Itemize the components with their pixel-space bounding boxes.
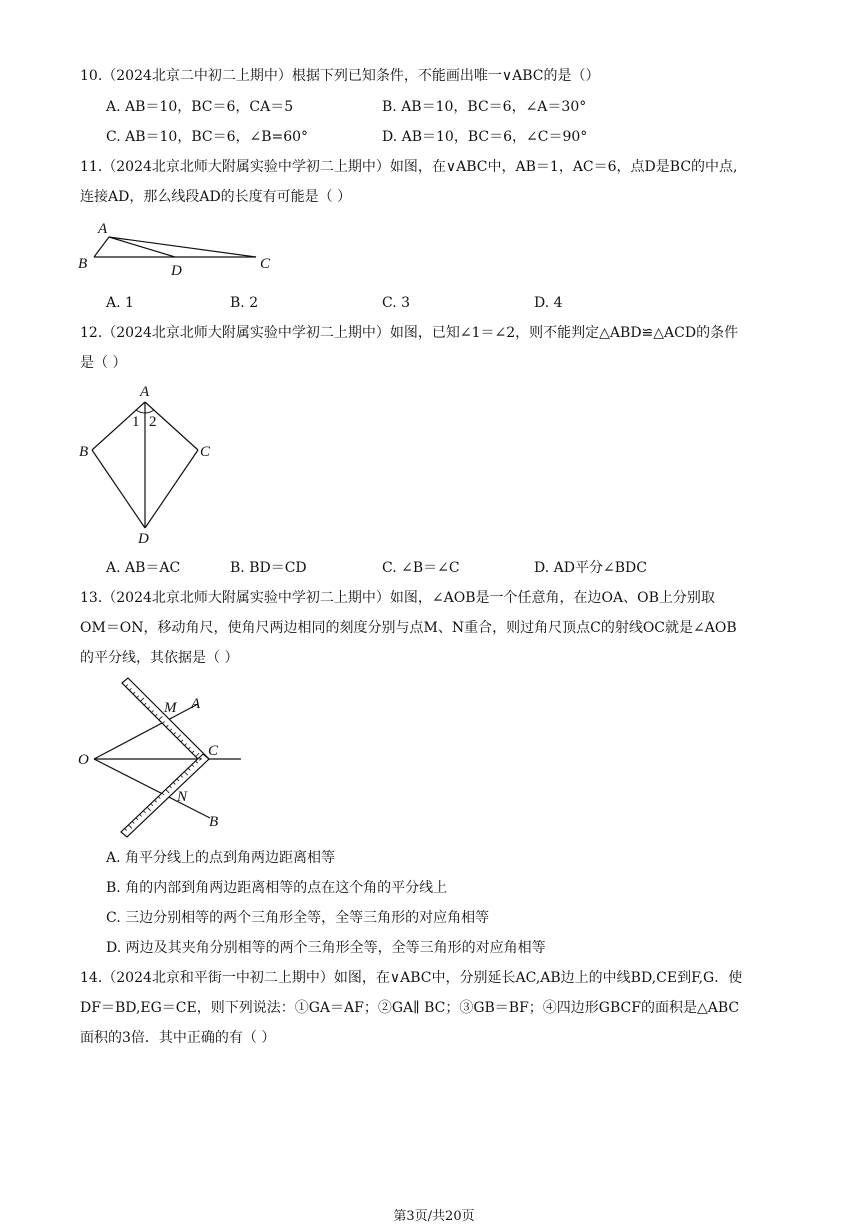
- q11-label-c: C: [260, 256, 271, 272]
- q13-label-c: C: [208, 743, 219, 759]
- q11-triangle-figure: [76, 215, 286, 280]
- q11-label-b: B: [78, 256, 88, 272]
- q13-label-b: B: [209, 814, 219, 830]
- q13-label-a: A: [191, 696, 201, 712]
- q10-option-d: D. AB＝10，BC＝6，∠C＝90°: [382, 129, 588, 145]
- q11-option-d: D. 4: [534, 295, 563, 311]
- q10-stem: 10.（2024北京二中初二上期中）根据下列已知条件，不能画出唯一∨ABC的是（）: [80, 68, 600, 84]
- q12-angle-2-label: 2: [149, 414, 157, 430]
- q12-stem-line1: 12.（2024北京北师大附属实验中学初二上期中）如图，已知∠1＝∠2，则不能判定△ABD≌△ACD的条件: [80, 325, 739, 341]
- q12-stem-line2: 是（ ）: [80, 355, 127, 371]
- q11-label-d: D: [171, 263, 182, 279]
- q13-carpenter-square-figure: [76, 675, 256, 840]
- q12-label-d: D: [138, 531, 149, 547]
- page-footer: 第3页/共20页: [393, 1209, 475, 1224]
- q13-stem-line1: 13.（2024北京北师大附属实验中学初二上期中）如图，∠AOB是一个任意角，在边OA、OB上分别取: [80, 590, 715, 606]
- q13-stem-line2: OM＝ON，移动角尺，使角尺两边相同的刻度分别与点M、N重合，则过角尺顶点C的射线OC就是∠AOB: [80, 620, 737, 636]
- q11-option-a: A. 1: [106, 295, 134, 311]
- q13-stem-line3: 的平分线，其依据是（ ）: [80, 650, 239, 666]
- q10-option-a: A. AB＝10，BC＝6，CA＝5: [106, 99, 294, 115]
- q12-label-a: A: [140, 384, 150, 400]
- q13-option-b: B. 角的内部到角两边距离相等的点在这个角的平分线上: [106, 880, 448, 896]
- q11-option-b: B. 2: [230, 295, 259, 311]
- q14-stem-line2: DF＝BD,EG＝CE，则下列说法：①GA＝AF；②GA∥ BC；③GB＝BF；④四边形GBCF的面积是△ABC: [80, 1000, 740, 1016]
- q12-label-b: B: [79, 444, 89, 460]
- q11-stem-line2: 连接AD，那么线段AD的长度有可能是（ ）: [80, 189, 352, 205]
- q13-option-d: D. 两边及其夹角分别相等的两个三角形全等，全等三角形的对应角相等: [106, 940, 546, 956]
- q14-stem-line1: 14.（2024北京和平街一中初二上期中）如图，在∨ABC中，分别延长AC,AB边上的中线BD,CE到F,G．使: [80, 970, 743, 986]
- q12-kite-figure: [76, 380, 226, 550]
- q10-option-b: B. AB＝10，BC＝6，∠A＝30°: [382, 99, 587, 115]
- q12-label-c: C: [200, 444, 211, 460]
- q13-label-n: N: [177, 789, 188, 805]
- q12-option-d: D. AD平分∠BDC: [534, 560, 647, 576]
- q12-angle-1-label: 1: [132, 414, 140, 430]
- q13-label-o: O: [78, 752, 89, 768]
- q12-option-c: C. ∠B＝∠C: [382, 560, 460, 576]
- q12-option-b: B. BD＝CD: [230, 560, 307, 576]
- q14-stem-line3: 面积的3倍．其中正确的有（ ）: [80, 1030, 276, 1046]
- q11-option-c: C. 3: [382, 295, 411, 311]
- q13-option-c: C. 三边分别相等的两个三角形全等，全等三角形的对应角相等: [106, 910, 490, 926]
- q12-option-a: A. AB＝AC: [106, 560, 181, 576]
- q10-option-c: C. AB＝10，BC＝6，∠B=60°: [106, 129, 309, 145]
- q13-label-m: M: [164, 700, 177, 716]
- q11-label-a: A: [98, 221, 108, 237]
- q11-stem-line1: 11.（2024北京北师大附属实验中学初二上期中）如图，在∨ABC中，AB＝1，AC＝6，点D是BC的中点,: [80, 159, 738, 175]
- q13-option-a: A. 角平分线上的点到角两边距离相等: [106, 850, 336, 866]
